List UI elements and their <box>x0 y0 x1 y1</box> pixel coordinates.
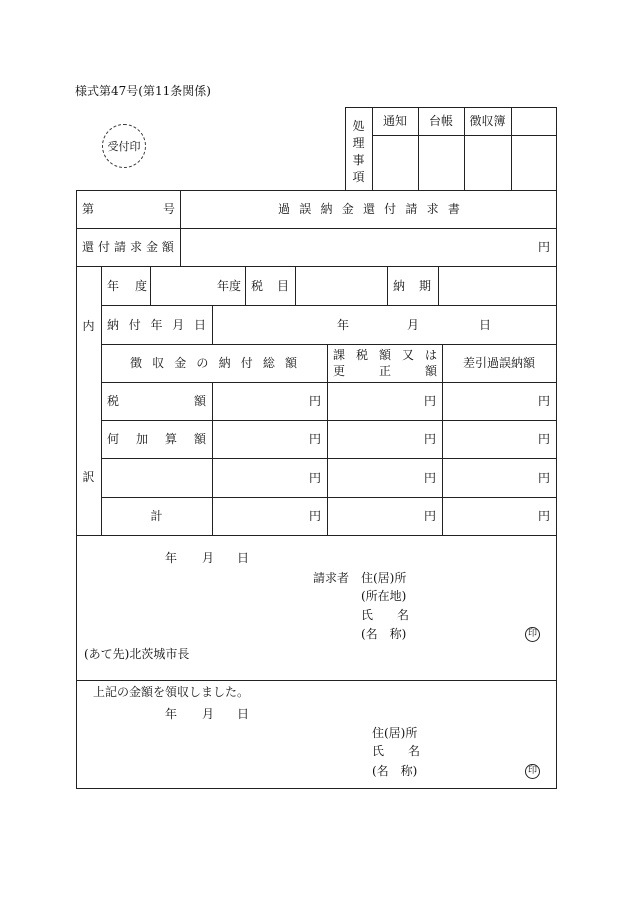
receipt-statement: 上記の金額を領収しました。 <box>93 685 250 699</box>
breakdown-side-label-top: 内 <box>82 319 95 333</box>
col-assessed-line1: 課 税 額 又 は <box>333 348 437 362</box>
receipt-corp-name-label: (名 称) <box>372 764 418 778</box>
receipt-date-year: 年 <box>165 707 178 721</box>
row-label-additional-amount: 何 加 算 額 <box>107 432 206 446</box>
row-unit: 円 <box>537 509 550 523</box>
reception-stamp: 受付印 <box>102 124 146 168</box>
row-unit: 円 <box>308 509 321 523</box>
processing-col-ledger: 台帳 <box>428 114 453 128</box>
row-label-total: 計 <box>150 509 163 523</box>
claim-date-month: 月 <box>202 551 215 565</box>
processing-col-notice: 通知 <box>382 114 407 128</box>
row-unit: 円 <box>423 470 436 485</box>
number-suffix: 号 <box>163 202 176 216</box>
fiscal-year-label: 年 度 <box>107 278 147 293</box>
row-unit: 円 <box>308 432 321 446</box>
row-unit: 円 <box>423 509 436 523</box>
payment-date-year: 年 <box>337 317 350 332</box>
row-unit: 円 <box>423 432 436 446</box>
claim-date-year: 年 <box>165 551 178 565</box>
form-number: 様式第47号(第11条関係) <box>75 84 211 98</box>
receipt-seal-icon: 印 <box>525 764 540 779</box>
addressee: (あて先)北茨城市長 <box>84 647 190 661</box>
claimant-location-label: (所在地) <box>361 589 407 603</box>
col-assessed-line2: 更 正 額 <box>333 364 437 378</box>
due-period-label: 納 期 <box>393 278 431 293</box>
claimant-name-label: 氏 名 <box>361 608 410 622</box>
row-unit: 円 <box>308 470 321 485</box>
receipt-date-day: 日 <box>237 707 250 721</box>
row-unit: 円 <box>537 432 550 446</box>
form-title: 過 誤 納 金 還 付 請 求 書 <box>278 202 460 216</box>
claimant-label: 請求者 <box>313 571 350 585</box>
breakdown-side-label-bottom: 訳 <box>82 470 95 484</box>
row-unit: 円 <box>423 394 436 408</box>
tax-item-label: 税 目 <box>251 278 289 293</box>
claimant-address-label: 住(居)所 <box>361 571 407 585</box>
fiscal-year-suffix: 年度 <box>216 278 241 293</box>
col-difference: 差引過誤納額 <box>462 356 535 370</box>
processing-label: 処 理 事 項 <box>352 119 365 184</box>
payment-date-label: 納 付 年 月 日 <box>107 317 206 332</box>
row-label-tax-amount: 税 額 <box>107 394 206 408</box>
payment-date-month: 月 <box>407 317 420 332</box>
row-unit: 円 <box>537 470 550 485</box>
processing-col-blank <box>511 107 556 135</box>
receipt-date-month: 月 <box>202 707 215 721</box>
receipt-address-label: 住(居)所 <box>372 726 418 740</box>
claimant-seal-icon: 印 <box>525 627 540 642</box>
row-label-blank <box>107 458 206 497</box>
processing-col-collection-book: 徴収簿 <box>469 114 506 128</box>
refund-amount-unit: 円 <box>537 240 550 254</box>
number-prefix: 第 <box>82 202 95 216</box>
row-unit: 円 <box>308 394 321 408</box>
col-total-paid: 徴 収 金 の 納 付 総 額 <box>130 356 297 370</box>
row-unit: 円 <box>537 394 550 408</box>
claim-date-day: 日 <box>237 551 250 565</box>
receipt-name-label: 氏 名 <box>372 744 421 758</box>
refund-amount-label: 還 付 請 求 金 額 <box>82 240 174 254</box>
payment-date-day: 日 <box>479 317 492 332</box>
claimant-corp-name-label: (名 称) <box>361 627 407 641</box>
